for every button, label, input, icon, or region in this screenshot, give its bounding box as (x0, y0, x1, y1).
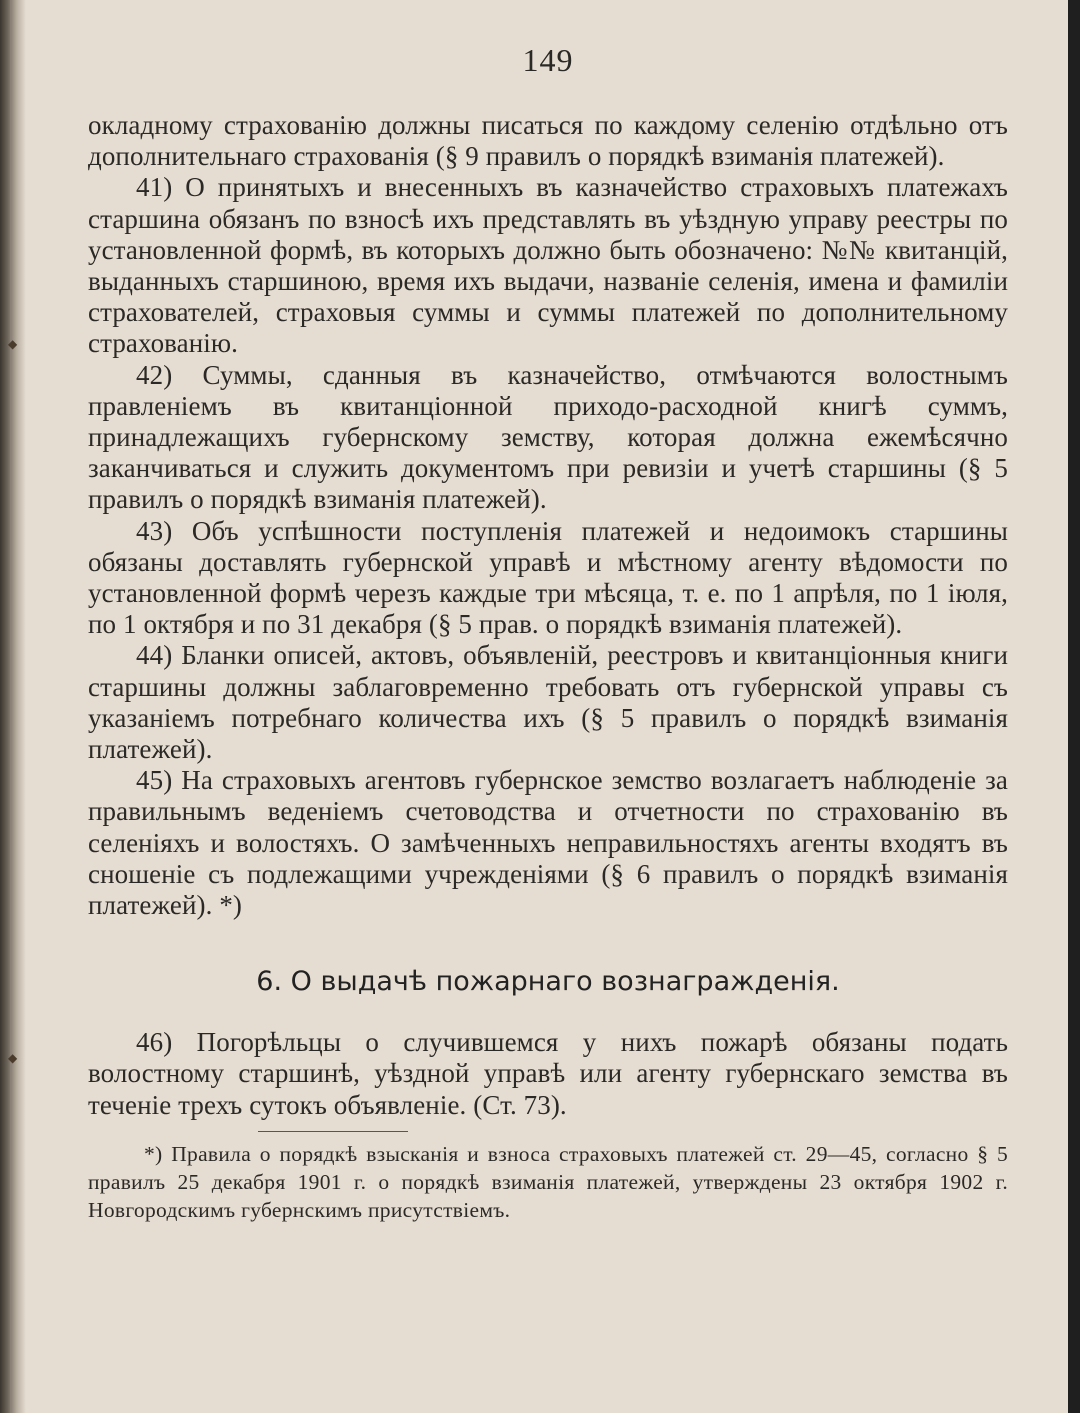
paragraph-continuation: окладному страхованію должны писаться по каждому селенію отдѣльно отъ дополнительнаго страхованія (§ 9 правилъ о порядкѣ взиманія платежей). (88, 110, 1008, 172)
binding-stitch-icon: ◆ (8, 1051, 18, 1065)
binding-stitch-icon: ◆ (8, 337, 18, 351)
paragraph-45: 45) На страховыхъ агентовъ губернское земство возлагаетъ наблюденіе за правильнымъ веденіемъ счетоводства и отчетности по страхованію въ селеніяхъ и волостяхъ. О замѣченныхъ неправильностяхъ агенты входятъ въ сношеніе съ подлежащими учрежденіями (§ 6 правилъ о порядкѣ взиманія платежей). *) (88, 765, 1008, 921)
page-content (88, 40, 1008, 1224)
binding-edge (0, 0, 26, 1413)
paragraph-41: 41) О принятыхъ и внесенныхъ въ казначейство страховыхъ платежахъ старшина обязанъ по взносѣ ихъ представлять въ уѣздную управу реестры по установленной формѣ, въ которыхъ должно быть обозначено: №№ квитанцій, выданныхъ старшиною, время ихъ выдачи, названіе селенія, имена и фамиліи страхователей, страховыя суммы и суммы платежей по дополнительному страхованію. (88, 172, 1008, 359)
footnote-divider (258, 1131, 408, 1132)
paragraph-42: 42) Суммы, сданныя въ казначейство, отмѣчаются волостнымъ правленіемъ въ квитанціонной приходо-расходной книгѣ суммъ, принадлежащихъ губернскому земству, которая должна ежемѣсячно заканчиваться и служить документомъ при ревизіи и учетѣ старшины (§ 5 правилъ о порядкѣ взиманія платежей). (88, 359, 1008, 515)
binding-line (10, 0, 11, 1413)
paragraph-44: 44) Бланки описей, актовъ, объявленій, реестровъ и квитанціонныя книги старшины должны заблаговременно требовать отъ губернской управы съ указаніемъ потребнаго количества ихъ (§ 5 правилъ о порядкѣ взиманія платежей). (88, 640, 1008, 765)
footnote: *) Правила о порядкѣ взысканія и взноса страховыхъ платежей ст. 29—45, согласно § 5 правилъ 25 декабря 1901 г. о порядкѣ взиманія платежей, утверждены 23 октября 1902 г. Новгородскимъ губернскимъ присутствіемъ. (88, 1141, 1008, 1222)
paragraph-46: 46) Погорѣльцы о случившемся у нихъ пожарѣ обязаны подать волостному старшинѣ, уѣздной управѣ или агенту губернскаго земства въ теченіе трехъ сутокъ объявленіе. (Ст. 73). (88, 1027, 1008, 1120)
section-heading: 6. О выдачѣ пожарнаго вознагражденія. (256, 966, 840, 998)
paragraph-43: 43) Объ успѣшности поступленія платежей и недоимокъ старшины обязаны доставлять губернской управѣ и мѣстному агенту вѣдомости по установленной формѣ черезъ каждые три мѣсяца, т. е. по 1 апрѣля, по 1 іюля, по 1 октября и по 31 декабря (§ 5 прав. о порядкѣ взиманія платежей). (88, 515, 1008, 640)
page-number: 149 (522, 42, 574, 78)
